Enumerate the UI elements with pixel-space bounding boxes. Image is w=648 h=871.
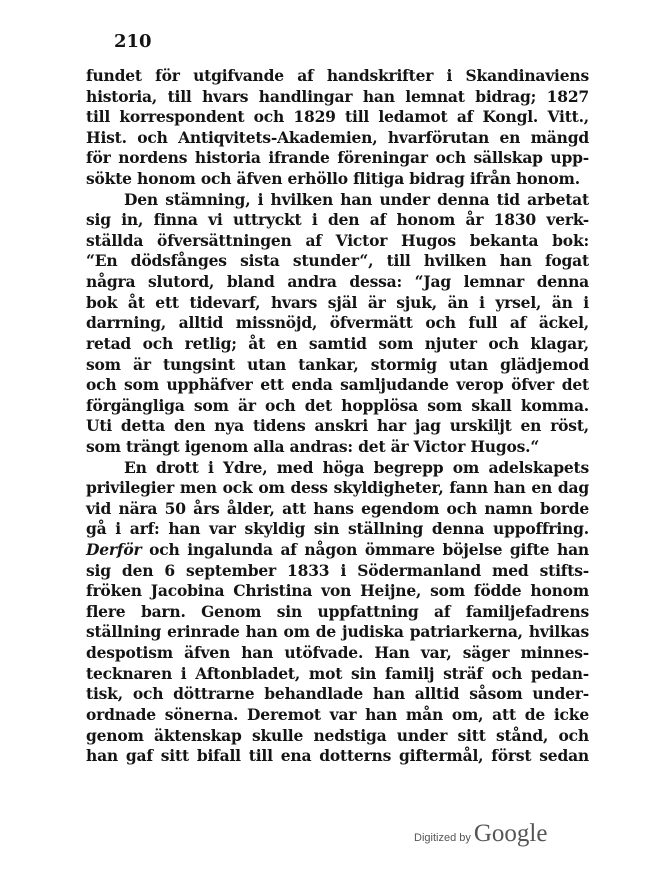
- text-line: gå i arf: han var skyldig sin ställning denna uppoffring.: [86, 519, 589, 539]
- text-line: Uti detta den nya tidens anskri har jag urskiljt en röst,: [86, 416, 589, 436]
- text-line: sökte honom och äfven erhöllo flitiga bidrag ifrån honom.: [86, 169, 580, 189]
- text-line: flere barn. Genom sin uppfattning af familjefadrens: [86, 601, 589, 621]
- text-line: ställda öfversättningen af Victor Hugos bekanta bok:: [86, 230, 589, 250]
- text-line: för nordens historia ifrande föreningar och sällskap upp-: [86, 148, 589, 168]
- text-line: despotism äfven han utöfvade. Han var, säger minnes-: [86, 643, 589, 663]
- text-line: Hist. och Antiqvitets-Akademien, hvarförutan en mängd: [86, 127, 589, 147]
- text-line-rest: och ingalunda af någon ömmare böjelse gifte han: [149, 540, 589, 560]
- text-line: som trängt igenom alla andras: det är Victor Hugos.“: [86, 436, 540, 456]
- text-line: genom äktenskap skulle nedstiga under sitt stånd, och: [86, 725, 589, 745]
- text-line: bok åt ett tidevarf, hvars själ är sjuk, än i yrsel, än i: [86, 292, 589, 312]
- text-line: ställning erinrade han om de judiska patriarkerna, hvilkas: [86, 622, 589, 642]
- text-line: ordnade sönerna. Deremot var han mån om, att de icke: [86, 704, 589, 724]
- text-line: Den stämning, i hvilken han under denna tid arbetat: [124, 189, 589, 209]
- watermark-prefix: Digitized by: [414, 832, 471, 844]
- text-line: några slutord, bland andra dessa: “Jag lemnar denna: [86, 272, 589, 292]
- text-line: privilegier men ock om dess skyldigheter, fann han en dag: [86, 478, 589, 498]
- text-line: En drott i Ydre, med höga begrepp om adelskapets: [124, 457, 589, 477]
- text-line: sig in, finna vi uttryckt i den af honom år 1830 verk-: [86, 210, 589, 230]
- text-line: förgängliga som är och det hopplösa som skall komma.: [86, 395, 589, 415]
- text-line: tecknaren i Aftonbladet, mot sin familj sträf och pedan-: [86, 663, 589, 683]
- text-line: darrning, alltid missnöjd, öfvermätt och full af äckel,: [86, 313, 589, 333]
- text-line: fröken Jacobina Christina von Heijne, som födde honom: [86, 581, 589, 601]
- text-line: och som upphäfver ett enda samljudande verop öfver det: [86, 375, 589, 395]
- digitized-by-google-watermark: [414, 820, 547, 848]
- text-line: vid nära 50 års ålder, att hans egendom och namn borde: [86, 498, 589, 518]
- text-line: retad och retlig; åt en samtid som njuter och klagar,: [86, 333, 589, 353]
- text-line: fundet för utgifvande af handskrifter i Skandinaviens: [86, 66, 589, 85]
- body-text: [86, 66, 589, 767]
- text-line: till korrespondent och 1829 till ledamot af Kongl. Vitt.,: [86, 107, 589, 127]
- google-logo: Google: [473, 820, 548, 847]
- text-line: tisk, och döttrarne behandlade han alltid såsom under-: [86, 684, 589, 704]
- text-line: som är tungsint utan tankar, stormig utan glädjemod: [86, 354, 589, 374]
- page-number: 210: [114, 31, 152, 52]
- text-line: sig den 6 september 1833 i Södermanland med stifts-: [86, 560, 589, 580]
- text-line: “En dödsfånges sista stunder“, till hvilken han fogat: [86, 251, 589, 271]
- emphasized-word: Derför: [86, 540, 142, 560]
- text-line: historia, till hvars handlingar han lemnat bidrag; 1827: [86, 86, 589, 106]
- text-line: han gaf sitt bifall till ena dotterns giftermål, först sedan: [86, 746, 589, 766]
- text-line-with-emphasis: [86, 540, 589, 561]
